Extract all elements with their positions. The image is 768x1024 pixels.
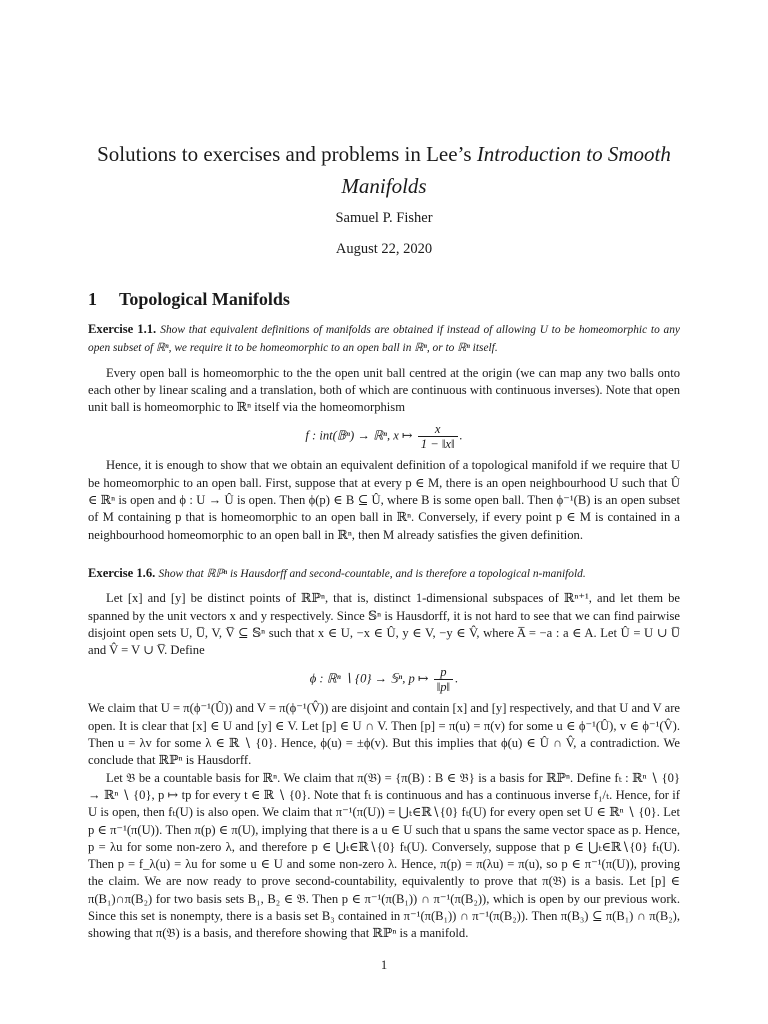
paper-title (88, 138, 680, 202)
fraction-numerator: p (434, 665, 453, 680)
exercise-1-6-text: Show that ℝℙⁿ is Hausdorff and second-countable, and is therefore a topological n-manifold. (158, 568, 586, 580)
section-title: Topological Manifolds (119, 289, 290, 309)
exercise-1-1-text: Show that equivalent definitions of manifolds are obtained if instead of allowing U to be homeomorphic to any open subset of ℝⁿ, we require it to be homeomorphic to an open ball in ℝⁿ, or to ℝⁿ itself. (88, 324, 680, 355)
exercise-1-6 (88, 565, 680, 943)
fraction-numerator: x (418, 422, 458, 437)
title-plain: Solutions to exercises and problems in Lee’s (97, 142, 472, 166)
exercise-1-1-display: f : int(𝔹ⁿ) → ℝⁿ, x ↦ $\frac{x}{1 - ‖x‖}$ . (305, 422, 463, 452)
section-number: 1 (88, 289, 97, 309)
exercise-1-1-para1: Every open ball is homeomorphic to the the open unit ball centred at the origin (we can map any two balls onto each other by linear scaling and a translation, both of which are continuous with continuous inverses). Note that open unit ball is homeomorphic to ℝⁿ itself via the homeomorphism (88, 365, 680, 415)
fraction-denominator: ‖p‖ (436, 680, 451, 695)
section-heading (88, 289, 680, 310)
author: Samuel P. Fisher (335, 210, 433, 226)
display-lhs: f : int(𝔹ⁿ) → ℝⁿ, x ↦ (305, 428, 413, 443)
exercise-1-6-para2: We claim that U = π(ϕ⁻¹(Û)) and V = π(ϕ⁻¹(V̂)) are disjoint and contain [x] and [y] respectively, and that U and V are open. It is clear that [x] ∈ U and [y] ∈ V. Let [p] ∈ U ∩ V. Then [p] = π(u) = π(v) for some u ∈ ϕ⁻¹(Û), v ∈ ϕ⁻¹(V̂). Then u = λv for some λ ∈ ℝ ∖ {0}. Hence, ϕ(u) = ±ϕ(v). But this implies that ϕ(u) ∈ Û ∩ V̂, a contradiction. We conclude that ℝℙⁿ is Hausdorff. (88, 701, 680, 768)
page-number: 1 (380, 958, 388, 972)
exercise-1-6-para3: Let 𝔅 be a countable basis for ℝⁿ. We claim that π(𝔅) = {π(B) : B ∈ 𝔅} is a basis for ℝℙⁿ. Define fₜ : ℝⁿ ∖ {0} → ℝⁿ ∖ {0}, p ↦ tp for every t ∈ ℝ ∖ {0}. Note that fₜ is continuous and has a continuous inverse f₁/ₜ. Hence, for if U is open, then fₜ(U) is also open. We claim that π⁻¹(π(U)) = ⋃ₜ∈ℝ∖{0} fₜ(U) for every open set U ∈ ℝⁿ ∖ {0}. Let p ∈ π⁻¹(π(U)). Then π(p) ∈ π(U), implying that there is a u ∈ U such that u spans the same vector space as p. Hence, p = λu for some non-zero λ, and therefore p ∈ ⋃ₜ∈ℝ∖{0} fₜ(U). Conversely, suppose that p ∈ ⋃ₜ∈ℝ∖{0} fₜ(U). Then p = f_λ(u) = λu for some u ∈ U and some non-zero λ. Hence, π(p) = π(λu) = π(u), so p ∈ π⁻¹(π(U)), proving the claim. We are now ready to prove second-countability, equivalently to prove that π(𝔅) is a basis. Let [p] ∈ π(B₁)∩π(B₂) for two basis sets B₁, B₂ ∈ 𝔅. Then p ∈ π⁻¹(π(B₁)) ∩ π⁻¹(π(B₂)), which is open by our previous work. Since this set is nonempty, there is a basis set B₃ contained in π⁻¹(π(B₁)) ∩ π⁻¹(π(B₂)). Then π(B₃) ⊆ π(B₁) ∩ π(B₂), showing that π(𝔅) is a basis, and therefore showing that ℝℙⁿ is a manifold. (88, 770, 680, 941)
exercise-1-1-para2: Hence, it is enough to show that we obtain an equivalent definition of a topological manifold if we require that U be homeomorphic to an open ball. First, suppose that at every p ∈ M, there is an open neighbourhood U such that Û ∈ ℝⁿ is open and ϕ : U → Û is open. Then ϕ(p) ∈ B ⊆ Û, where B is some open ball. Then ϕ⁻¹(B) is an open subset of M containing p that is homeomorphic to an open ball in ℝⁿ. Conversely, if every point p ∈ M is contained in a neighbourhood homeomorphic to an open ball in ℝⁿ, then M already satisfies the given definition. (88, 458, 680, 542)
exercise-1-6-label: Exercise 1.6. (88, 566, 156, 580)
title-italic: Introduction to Smooth Manifolds (341, 142, 671, 198)
exercise-1-6-display: ϕ : ℝⁿ ∖ {0} → 𝕊ⁿ, p ↦ $\frac{p}{‖p‖}$ . (309, 665, 459, 695)
exercise-1-1-statement (88, 321, 680, 358)
display-fraction (418, 422, 458, 451)
display-lhs: ϕ : ℝⁿ ∖ {0} → 𝕊ⁿ, p ↦ (309, 671, 429, 686)
exercise-1-6-statement (88, 565, 680, 583)
exercise-1-1-label: Exercise 1.1. (88, 322, 157, 336)
date: August 22, 2020 (335, 241, 433, 257)
fraction-denominator: 1 − ‖x‖ (420, 437, 455, 452)
display-fraction (434, 665, 453, 694)
exercise-1-1 (88, 321, 680, 544)
paper-page (88, 0, 680, 1024)
exercise-1-6-para1: Let [x] and [y] be distinct points of ℝℙⁿ, that is, distinct 1-dimensional subspaces of ℝⁿ⁺¹, and let them be spanned by the unit vectors x and y respectively. Since 𝕊ⁿ is Hausdorff, it is not hard to see that we can find pairwise disjoint open sets U, U̅, V, V̅ ⊆ 𝕊ⁿ such that x ∈ U, −x ∈ Û, y ∈ V, −y ∈ V̂, where A̅ = −a : a ∈ A. Let Û = U ∪ U̅ and V̂ = V ∪ V̅. Define (88, 591, 680, 658)
